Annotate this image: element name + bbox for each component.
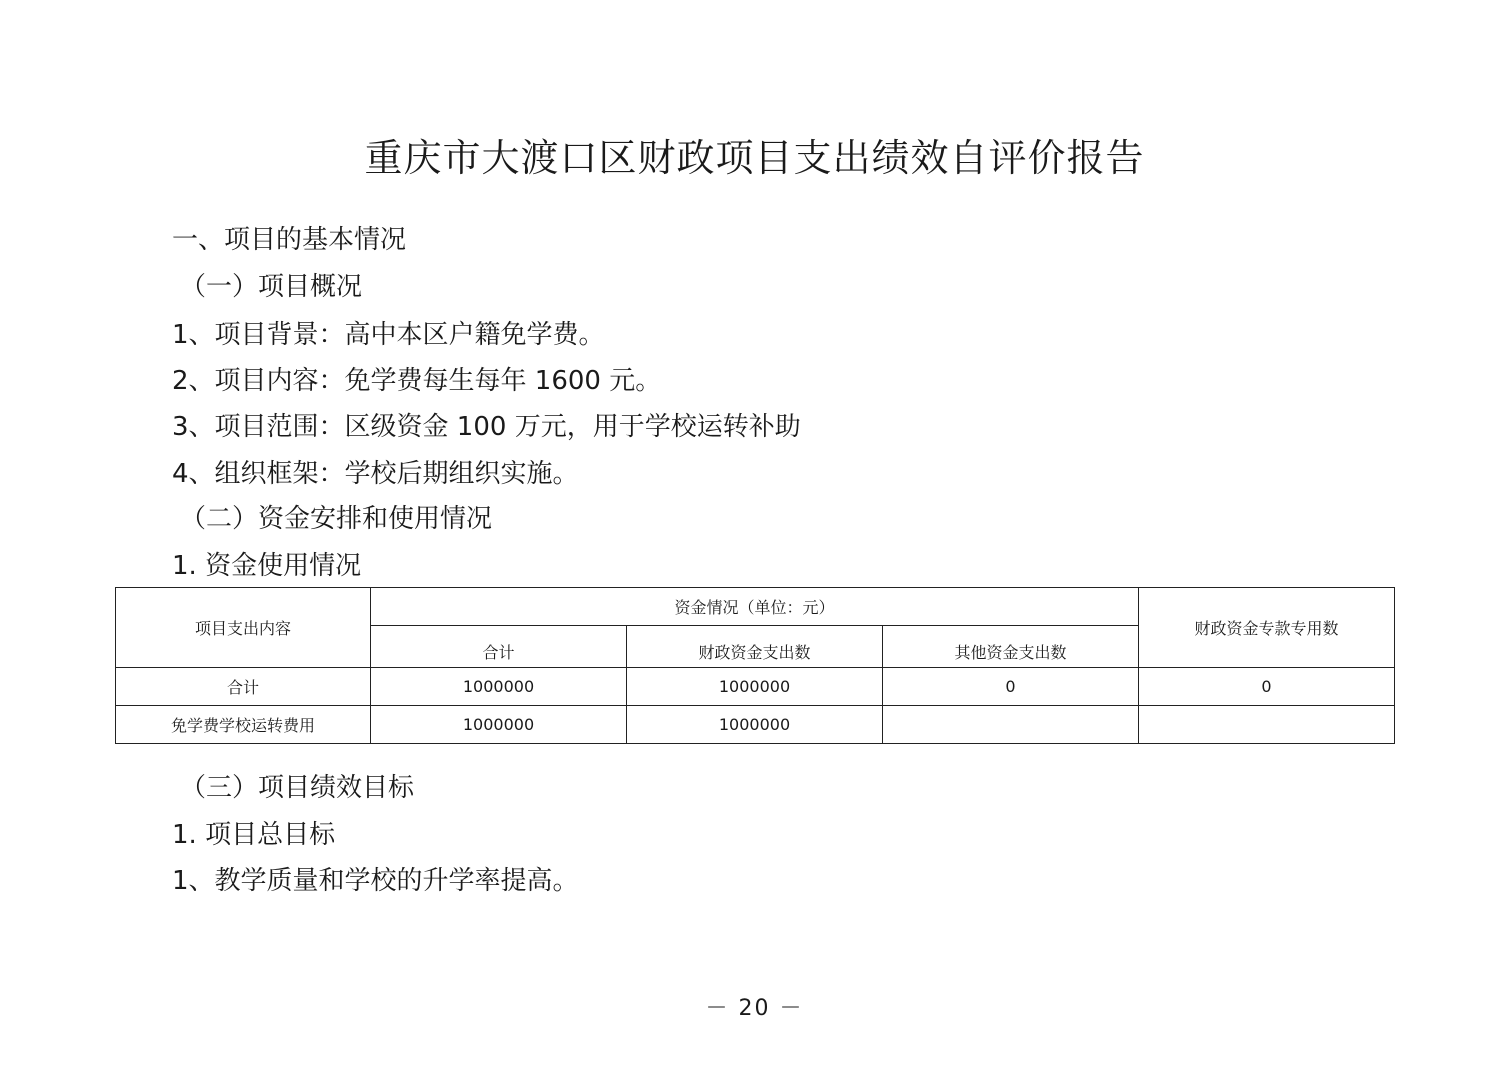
table-header-row (116, 588, 1395, 626)
list-item-framework: 4、组织框架：学校后期组织实施。 (172, 459, 579, 489)
subsection-heading-goals: （三）项目绩效目标 (180, 773, 415, 803)
cell-name: 合计 (116, 668, 371, 706)
cell-special (1139, 706, 1395, 744)
subsection-heading-overview: （一）项目概况 (180, 272, 363, 302)
funds-table (115, 587, 1395, 744)
cell-fiscal: 1000000 (627, 668, 883, 706)
document-title: 重庆市大渡口区财政项目支出绩效自评价报告 (364, 136, 1145, 180)
table-row (116, 668, 1395, 706)
funds-usage-heading: 1. 资金使用情况 (172, 551, 362, 581)
cell-other (883, 706, 1139, 744)
table-row (116, 706, 1395, 744)
cell-other: 0 (883, 668, 1139, 706)
header-cell-content: 项目支出内容 (116, 588, 371, 668)
list-item-background: 1、项目背景：高中本区户籍免学费。 (172, 320, 605, 350)
page-number: － 20 － (705, 996, 804, 1021)
cell-total: 1000000 (371, 668, 627, 706)
section-heading-basic-info: 一、项目的基本情况 (172, 225, 407, 255)
cell-name: 免学费学校运转费用 (116, 706, 371, 744)
header-cell-other: 其他资金支出数 (883, 626, 1139, 668)
cell-total: 1000000 (371, 706, 627, 744)
header-cell-funds-group: 资金情况（单位：元） (371, 588, 1139, 626)
cell-special: 0 (1139, 668, 1395, 706)
cell-fiscal: 1000000 (627, 706, 883, 744)
header-cell-fiscal: 财政资金支出数 (627, 626, 883, 668)
overall-goal-heading: 1. 项目总目标 (172, 820, 336, 850)
list-item-scope: 3、项目范围：区级资金 100 万元，用于学校运转补助 (172, 412, 801, 442)
subsection-heading-funds: （二）资金安排和使用情况 (180, 504, 493, 534)
list-item-content: 2、项目内容：免学费每生每年 1600 元。 (172, 366, 662, 396)
header-cell-special: 财政资金专款专用数 (1139, 588, 1395, 668)
header-cell-total: 合计 (371, 626, 627, 668)
goal-item: 1、教学质量和学校的升学率提高。 (172, 866, 579, 896)
